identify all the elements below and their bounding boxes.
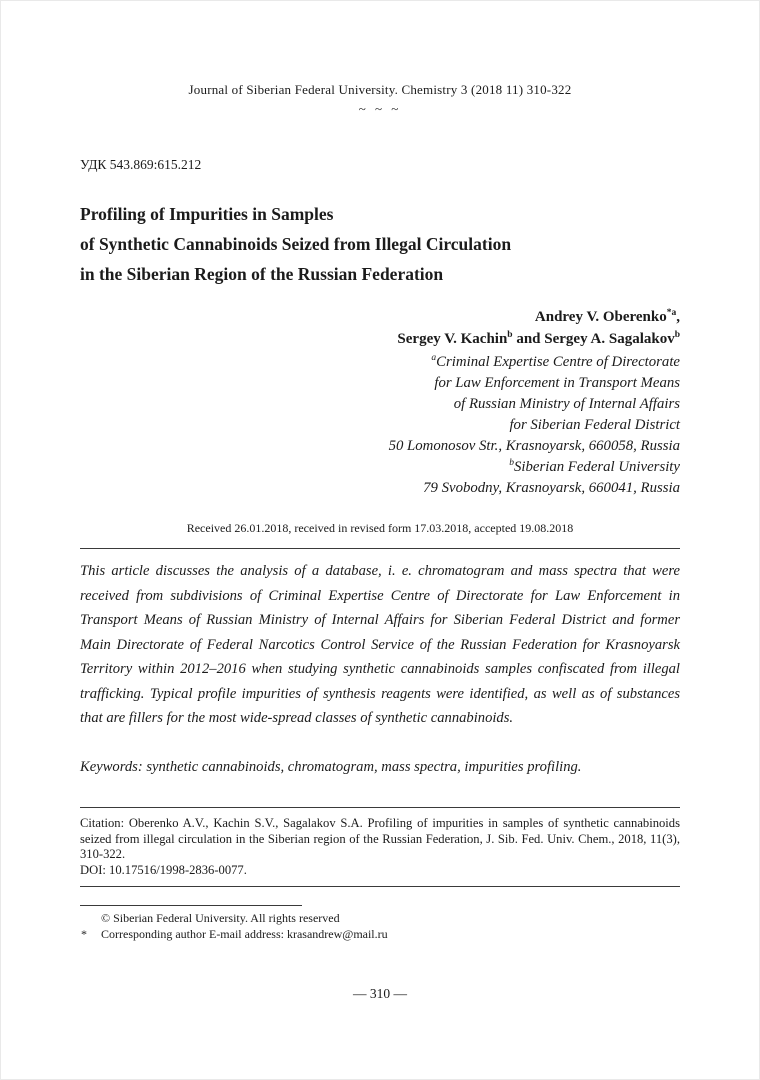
author-affil-marker-2: b <box>507 329 513 340</box>
affiliation-line <box>80 352 680 373</box>
divider-abstract-top <box>80 548 680 549</box>
article-title <box>80 199 680 289</box>
udk-code: УДК 543.869:615.212 <box>80 157 202 172</box>
abstract-text: This article discusses the analysis of a database, i. e. chromatogram and mass spectra that were received from subdivisions of Criminal Expertise Centre of Directorate for Law Enforcement in Transport Means of Russian Ministry of Internal Affairs for Siberian Federal District and former Main Directorate of Federal Narcotics Control Service of the Russian Federation for Krasnoyarsk Territory within 2012–2016 when studying synthetic cannabinoids samples confiscated from illegal trafficking. Typical profile impurities of synthesis reagents were identified, as well as of substances that are fillers for the most wide-spread classes of synthetic cannabinoids. <box>80 563 680 726</box>
affiliation-line <box>80 373 680 394</box>
author-line-1 <box>80 307 680 329</box>
corresponding-author-note <box>80 927 680 943</box>
affil-text: Siberian Federal University <box>513 459 680 475</box>
author-separator: , <box>676 309 680 325</box>
title-line-3: in the Siberian Region of the Russian Federation <box>80 264 444 284</box>
divider-citation-bottom <box>80 886 680 887</box>
affil-sup: a <box>431 353 437 364</box>
citation-block <box>80 816 680 878</box>
asterisk-marker: * <box>81 926 87 941</box>
affil-text: 79 Svobodny, Krasnoyarsk, 660041, Russia <box>423 480 680 496</box>
citation-doi: DOI: 10.17516/1998-2836-0077. <box>80 862 247 877</box>
received-dates: Received 26.01.2018, received in revised form 17.03.2018, accepted 19.08.2018 <box>186 521 574 535</box>
page-number: — 310 — <box>353 986 407 1001</box>
title-line-1: Profiling of Impurities in Samples <box>80 204 334 224</box>
authors-block <box>80 307 680 350</box>
corresponding-author-text: Corresponding author E-mail address: krasandrew@mail.ru <box>101 926 388 941</box>
author-name-1: Andrey V. Oberenko <box>534 309 667 325</box>
copyright-text: © Siberian Federal University. All rights reserved <box>101 911 340 925</box>
footnote-block <box>80 911 680 942</box>
title-line-2: of Synthetic Cannabinoids Seized from Illegal Circulation <box>80 234 512 254</box>
affiliation-block <box>80 352 680 499</box>
affiliation-line <box>80 457 680 478</box>
author-name-2: Sergey V. Kachin <box>397 330 508 347</box>
divider-citation-top <box>80 807 680 808</box>
citation-text: Citation: Oberenko A.V., Kachin S.V., Sagalakov S.A. Profiling of impurities in samples of synthetic cannabinoids seized from illegal circulation in the Siberian region of the Russian Federation, J. Sib. Fed. Univ. Chem., 2018, 11(3), 310-322. <box>80 816 680 861</box>
journal-header: Journal of Siberian Federal University. Chemistry 3 (2018 11) 310-322 <box>188 82 572 97</box>
affil-sup: b <box>509 458 514 469</box>
affil-text: 50 Lomonosov Str., Krasnoyarsk, 660058, Russia <box>388 438 680 454</box>
header-ornament: ~ ~ ~ <box>358 101 402 116</box>
author-line-2 <box>80 329 680 351</box>
author-name-3: and Sergey A. Sagalakov <box>512 330 675 347</box>
affil-text: for Siberian Federal District <box>509 417 680 433</box>
footnote-divider <box>80 905 302 906</box>
affiliation-line <box>80 436 680 457</box>
affil-text: of Russian Ministry of Internal Affairs <box>453 396 680 412</box>
affil-text: for Law Enforcement in Transport Means <box>434 375 680 391</box>
affiliation-line <box>80 415 680 436</box>
author-affil-marker-1: *a <box>666 308 677 318</box>
keywords-text: Keywords: synthetic cannabinoids, chromatogram, mass spectra, impurities profiling. <box>80 758 582 775</box>
affiliation-line <box>80 478 680 499</box>
affiliation-line <box>80 394 680 415</box>
affil-text: Criminal Expertise Centre of Directorate <box>436 354 680 370</box>
copyright-note <box>80 911 680 927</box>
author-affil-marker-3: b <box>674 329 680 340</box>
